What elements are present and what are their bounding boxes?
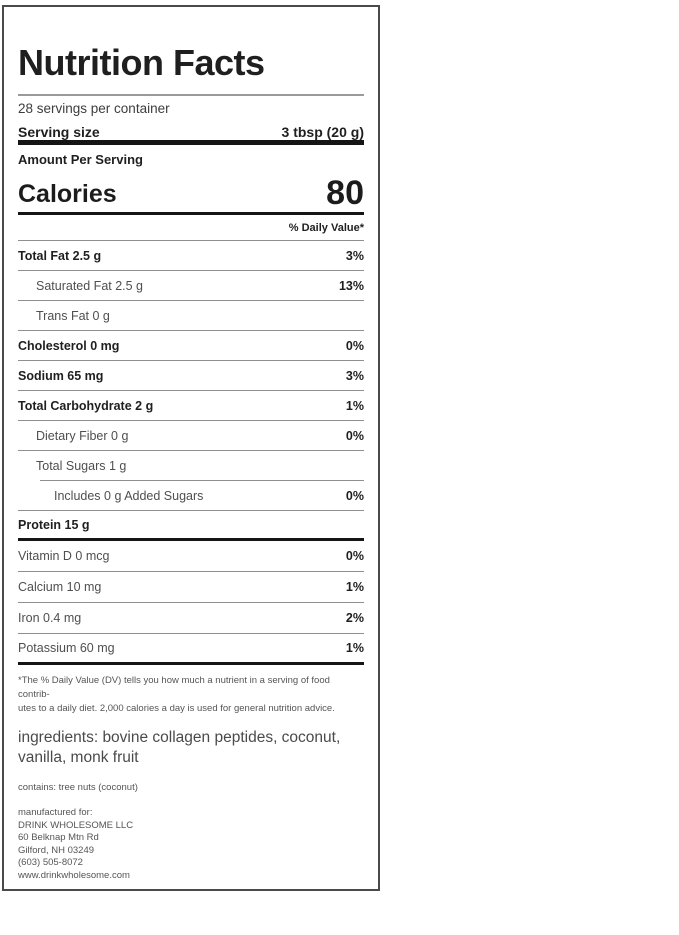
serving-size-value: 3 tbsp (20 g) xyxy=(281,124,364,140)
vitamin-row-calcium xyxy=(18,572,364,603)
nutrient-dv: 13% xyxy=(338,278,364,293)
manufacturer-city: Gilford, NH 03249 xyxy=(18,844,95,856)
vitamin-label: Vitamin D 0 mcg xyxy=(18,549,110,563)
manufacturer-website: www.drinkwholesome.com xyxy=(18,869,130,881)
daily-value-footnote xyxy=(18,665,364,716)
nutrient-dv: 1% xyxy=(345,398,364,413)
nutrient-label: Dietary Fiber 0 g xyxy=(36,428,129,443)
manufacturer-name: DRINK WHOLESOME LLC xyxy=(18,819,134,831)
nutrient-label: Saturated Fat 2.5 g xyxy=(36,278,144,293)
vitamin-rows xyxy=(18,541,364,665)
nutrient-row-sodium xyxy=(18,361,364,391)
calories-value: 80 xyxy=(326,173,364,212)
nutrient-row-total-carbohydrate xyxy=(18,391,364,421)
nutrient-row-saturated-fat xyxy=(18,271,364,301)
nutrient-dv: 3% xyxy=(345,248,364,263)
ingredients-text: ingredients: bovine collagen peptides, coconut, vanilla, monk fruit xyxy=(18,729,341,766)
serving-size-label: Serving size xyxy=(18,124,100,140)
daily-value-header: % Daily Value* xyxy=(18,215,364,241)
manufacturer-street: 60 Belknap Mtn Rd xyxy=(18,832,99,843)
vitamin-label: Iron 0.4 mg xyxy=(18,611,82,625)
nutrient-row-protein xyxy=(18,511,364,541)
vitamin-dv: 1% xyxy=(345,580,364,594)
vitamin-row-iron xyxy=(18,603,364,634)
manufacturer-phone: (603) 505-8072 xyxy=(18,857,83,868)
nutrient-dv: 0% xyxy=(345,488,364,503)
vitamin-label: Potassium 60 mg xyxy=(18,641,115,655)
vitamin-row-potassium xyxy=(18,634,364,665)
nutrient-row-total-fat xyxy=(18,241,364,271)
vitamin-dv: 2% xyxy=(345,611,364,625)
nutrient-label: Protein 15 g xyxy=(18,517,90,532)
nutrient-label: Includes 0 g Added Sugars xyxy=(54,488,204,503)
nutrient-dv: 0% xyxy=(345,338,364,353)
nutrient-row-total-sugars xyxy=(18,451,364,481)
footnote-line: utes to a daily diet. 2,000 calories a day is used for general nutrition advice. xyxy=(18,703,335,714)
nutrient-row-added-sugars xyxy=(18,481,364,511)
nutrient-dv: 0% xyxy=(345,428,364,443)
manufacturer-block xyxy=(18,807,364,882)
nutrient-label: Total Sugars 1 g xyxy=(36,459,127,473)
vitamin-label: Calcium 10 mg xyxy=(18,580,102,594)
nutrient-label: Trans Fat 0 g xyxy=(36,308,110,323)
manufactured-for-label: manufactured for: xyxy=(18,807,93,818)
vitamin-dv: 1% xyxy=(345,641,364,655)
amount-per-serving: Amount Per Serving xyxy=(18,152,143,167)
nutrient-label: Total Carbohydrate 2 g xyxy=(18,398,154,413)
nutrient-label: Cholesterol 0 mg xyxy=(18,338,120,353)
divider-under-title xyxy=(18,94,364,96)
nutrient-row-cholesterol xyxy=(18,331,364,361)
footnote-line: *The % Daily Value (DV) tells you how much a nutrient in a serving of food contrib- xyxy=(18,675,330,700)
calories-label: Calories xyxy=(18,179,117,208)
nutrient-dv: 3% xyxy=(345,368,364,383)
nutrient-label: Sodium 65 mg xyxy=(18,368,104,383)
calories-row xyxy=(18,168,364,212)
nutrient-label: Total Fat 2.5 g xyxy=(18,248,102,263)
servings-per-container: 28 servings per container xyxy=(18,101,170,116)
nutrition-facts-label xyxy=(2,5,380,891)
vitamin-row-vitamin-d xyxy=(18,541,364,572)
serving-size-row xyxy=(18,120,364,140)
nutrient-row-trans-fat xyxy=(18,301,364,331)
allergen-contains-text: contains: tree nuts (coconut) xyxy=(18,782,138,793)
label-title: Nutrition Facts xyxy=(18,42,265,83)
nutrient-row-dietary-fiber xyxy=(18,421,364,451)
vitamin-dv: 0% xyxy=(345,549,364,563)
nutrient-rows xyxy=(18,241,364,541)
